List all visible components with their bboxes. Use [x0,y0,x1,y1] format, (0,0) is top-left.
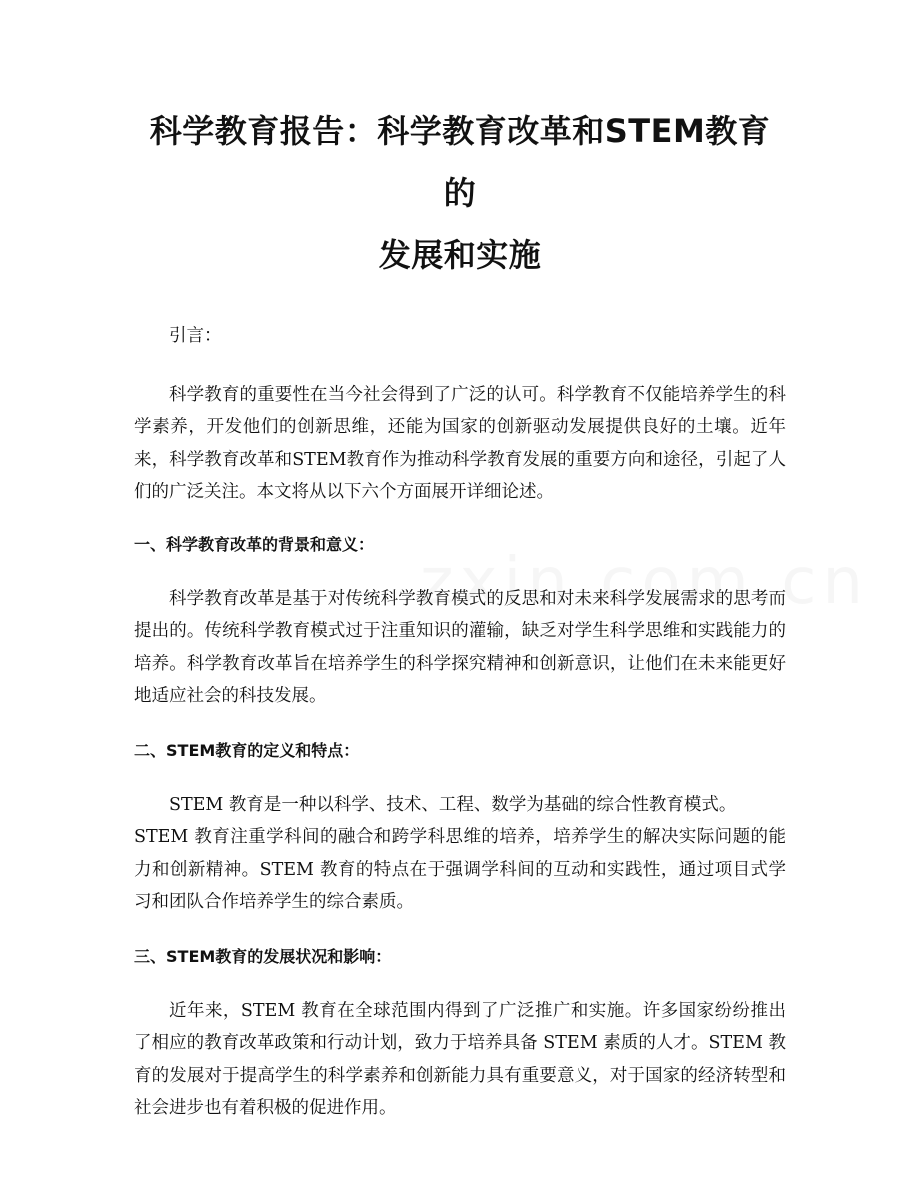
title-line-2: 发展和实施 [378,236,542,274]
intro-paragraph: 科学教育的重要性在当今社会得到了广泛的认可。科学教育不仅能培养学生的科学素养，开发他们的创新思维，还能为国家的创新驱动发展提供良好的土壤。近年来，科学教育改革和STEM教育作为推动科学教育发展的重要方向和途径，引起了人们的广泛关注。本文将从以下六个方面展开详细论述。 [134,384,786,502]
intro-label: 引言： [169,326,222,346]
section-2-paragraph-line1: STEM 教育是一种以科学、技术、工程、数学为基础的综合性教育模式。 [169,794,737,815]
section-2-body [134,789,786,919]
section-1-heading: 一、科学教育改革的背景和意义： [134,534,375,554]
section-3-heading: 三、STEM教育的发展状况和影响： [134,946,392,966]
section-1-paragraph: 科学教育改革是基于对传统科学教育模式的反思和对未来科学发展需求的思考而提出的。传统科学教育模式过于注重知识的灌输，缺乏对学生科学思维和实践能力的培养。科学教育改革旨在培养学生的科学探究精神和创新意识，让他们在未来能更好地适应社会的科技发展。 [134,588,786,706]
section-2-heading: 二、STEM教育的定义和特点： [134,740,360,760]
section-3-paragraph: 近年来，STEM 教育在全球范围内得到了广泛推广和实施。许多国家纷纷推出了相应的教育改革政策和行动计划，致力于培养具备 STEM 素质的人才。STEM 教育的发展对于提高学生的科学素养和创新能力具有重要意义，对于国家的经济转型和社会进步也有着积极的促进作用。 [134,1000,786,1118]
document-title [134,100,786,286]
title-line-1: 科学教育报告：科学教育改革和STEM教育的 [149,112,771,212]
document-page [134,100,786,1125]
section-2-paragraph: STEM 教育注重学科间的融合和跨学科思维的培养，培养学生的解决实际问题的能力和创新精神。STEM 教育的特点在于强调学科间的互动和实践性，通过项目式学习和团队合作培养学生的综合素质。 [134,827,786,912]
